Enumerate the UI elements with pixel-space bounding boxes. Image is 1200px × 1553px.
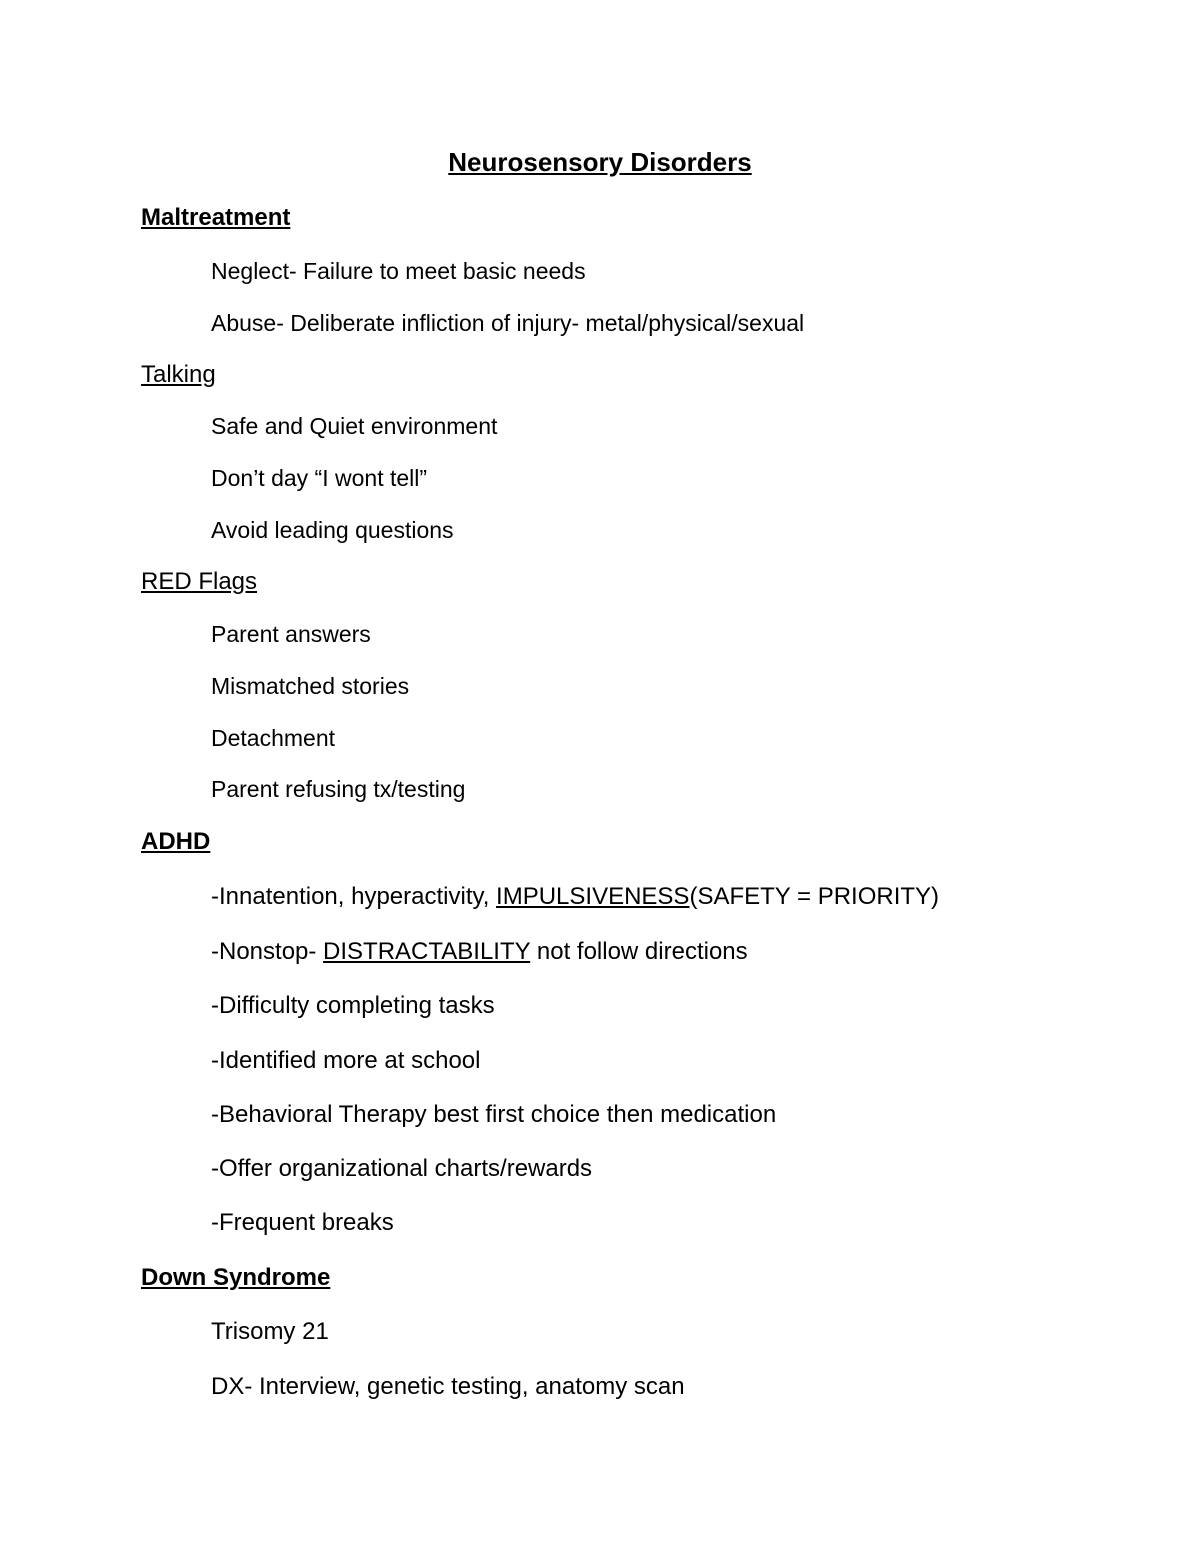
- list-item-text: -Nonstop-: [211, 938, 324, 965]
- list-item: -Behavioral Therapy best first choice then medication: [211, 1101, 777, 1128]
- list-item-text: not follow directions: [530, 938, 748, 965]
- list-item: Parent answers: [211, 621, 371, 647]
- list-item: -Difficulty completing tasks: [211, 992, 495, 1019]
- section-heading-adhd: ADHD: [141, 828, 211, 855]
- page-title: [0, 146, 1200, 178]
- list-item: -Identified more at school: [211, 1047, 481, 1074]
- section-heading-red-flags: RED Flags: [141, 568, 258, 595]
- section-heading-talking: Talking: [141, 361, 216, 388]
- section-heading-maltreatment: Maltreatment: [141, 204, 291, 231]
- page-title-text: Neurosensory Disorders: [448, 147, 752, 177]
- list-item: Abuse- Deliberate infliction of injury- metal/physical/sexual: [211, 310, 805, 336]
- list-item: -Offer organizational charts/rewards: [211, 1155, 593, 1182]
- list-item: [211, 937, 748, 967]
- list-item: Neglect- Failure to meet basic needs: [211, 258, 586, 284]
- list-item-text: (SAFETY = PRIORITY): [689, 883, 940, 910]
- list-item: Don’t day “I wont tell”: [211, 465, 428, 491]
- section-heading-down-syndrome: Down Syndrome: [141, 1264, 331, 1291]
- list-item: Trisomy 21: [211, 1318, 329, 1345]
- list-item: Avoid leading questions: [211, 517, 454, 543]
- list-item: -Frequent breaks: [211, 1209, 394, 1236]
- emphasis-text: DISTRACTABILITY: [323, 938, 531, 965]
- list-item: DX- Interview, genetic testing, anatomy scan: [211, 1373, 685, 1400]
- list-item-text: -Innatention, hyperactivity,: [211, 883, 497, 910]
- list-item: Detachment: [211, 725, 336, 751]
- list-item: [211, 882, 939, 912]
- list-item: Mismatched stories: [211, 673, 410, 699]
- list-item: Safe and Quiet environment: [211, 413, 498, 439]
- list-item: Parent refusing tx/testing: [211, 776, 466, 802]
- emphasis-text: IMPULSIVENESS: [496, 883, 690, 910]
